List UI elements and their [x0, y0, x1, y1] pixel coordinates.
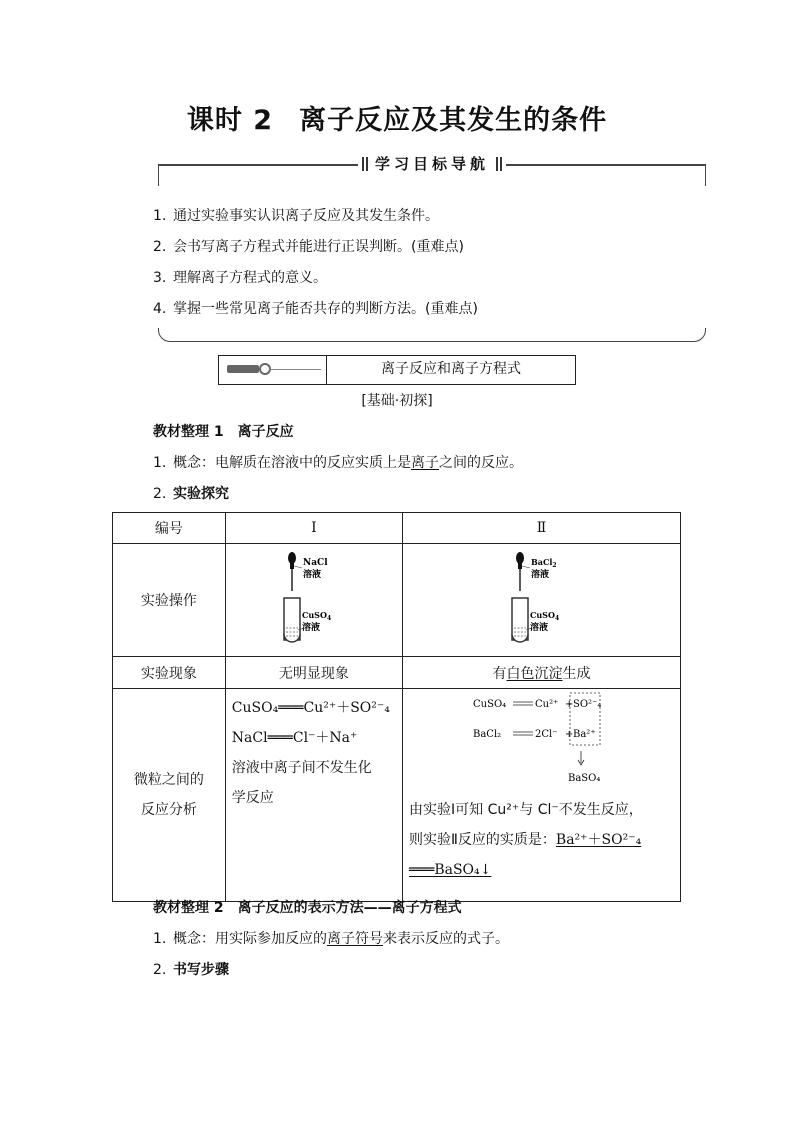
eq2-right-a: 2Cl⁻ [535, 729, 558, 740]
goal-bottom-frame [158, 328, 706, 342]
conclusion-line1: 由实验Ⅰ可知 Cu²⁺与 Cl⁻不发生反应， [409, 802, 643, 818]
concept-keyword: 离子符号 [327, 931, 383, 947]
table-row [113, 544, 681, 657]
exp1-top-reagent: NaCl [302, 558, 328, 568]
conclusion-line2: 则实验Ⅱ反应的实质是：Ba²⁺＋SO²⁻₄ [409, 832, 642, 848]
exp1-bottom-solution: 溶液 [301, 623, 320, 633]
conclusion-key1: Ba²⁺＋SO²⁻₄ [555, 832, 642, 848]
goals-header: 学习目标导航 [358, 153, 506, 175]
exp2-apparatus [403, 544, 681, 657]
exp1-analysis: CuSO₄═══Cu²⁺＋SO²⁻₄ NaCl═══Cl⁻＋Na⁺ 溶液中离子间不发生化 学反应 [225, 689, 402, 902]
section2-steps: 2. 书写步骤 [153, 962, 229, 978]
plus-sign: + [565, 729, 574, 740]
header-exp2: Ⅱ [403, 513, 681, 544]
experiment-table [112, 512, 681, 902]
goal-item: 3. 理解离子方程式的意义。 [153, 270, 327, 286]
section1-explore: 2. 实验探究 [153, 486, 229, 502]
exp1-bottom-reagent: CuSO$_4$ [301, 610, 332, 622]
exp1-phenomenon: 无明显现象 [225, 657, 402, 689]
goal-item: 2. 会书写离子方程式并能进行正误判断。(重难点) [153, 239, 464, 255]
exp2-bottom-reagent: CuSO$_4$ [529, 610, 559, 622]
section1-heading: 教材整理 1 离子反应 [153, 424, 294, 440]
page-title [0, 98, 794, 137]
knowledge-point-title: 离子反应和离子方程式 [381, 361, 521, 377]
section1-concept: 1. 概念：电解质在溶液中的反应实质上是离子之间的反应。 [153, 455, 523, 471]
lesson-number: 课时 2 [186, 105, 274, 136]
knowledge-point-icon [219, 356, 327, 384]
phenomenon-keyword: 白色沉淀 [506, 665, 563, 682]
eq2-left: BaCl₂ [473, 729, 502, 740]
goal-item: 4. 掌握一些常见离子能否共存的判断方法。(重难点) [153, 301, 478, 317]
conclusion-key2: ═══BaSO₄↓ [409, 862, 492, 878]
section2-heading: 教材整理 2 离子反应的表示方法——离子方程式 [153, 900, 462, 916]
exp1-top-solution: 溶液 [302, 570, 321, 580]
product: BaSO₄ [568, 773, 601, 784]
section2-concept: 1. 概念：用实际参加反应的离子符号来表示反应的式子。 [153, 931, 509, 947]
eq2-right-b: Ba²⁺ [573, 729, 596, 740]
row-label-phenomenon: 实验现象 [113, 657, 226, 689]
knowledge-point-box [218, 355, 576, 385]
eq1-right-b: SO²⁻₄ [573, 699, 602, 710]
eq1-left: CuSO₄ [473, 699, 507, 710]
lesson-title: 离子反应及其发生的条件 [299, 105, 608, 136]
concept-keyword: 离子 [411, 455, 439, 471]
table-row [113, 689, 681, 902]
table-row [113, 657, 681, 689]
conclusion-line3 [409, 855, 674, 885]
row-label-analysis: 微粒之间的 反应分析 [113, 689, 226, 902]
exp1-apparatus [225, 544, 402, 657]
header-exp1: Ⅰ [225, 513, 402, 544]
exp2-phenomenon: 有白色沉淀生成 [403, 657, 681, 689]
table-row [113, 513, 681, 544]
goal-item: 1. 通过实验事实认识离子反应及其发生条件。 [153, 208, 439, 224]
row-label-operation: 实验操作 [113, 544, 226, 657]
ion-reaction-diagram [471, 691, 671, 791]
eq1-right-a: Cu²⁺ [535, 699, 559, 710]
exp2-top-reagent: BaCl$_2$ [530, 557, 557, 569]
exp2-top-solution: 溶液 [530, 570, 549, 580]
test-tube-dropper-icon [492, 548, 592, 648]
test-tube-dropper-icon [264, 548, 364, 648]
plus-sign: + [565, 699, 574, 710]
exp2-bottom-solution: 溶液 [529, 623, 548, 633]
level-tag: [基础·初探] [361, 393, 433, 409]
header-id: 编号 [113, 513, 226, 544]
exp2-analysis [403, 689, 681, 902]
